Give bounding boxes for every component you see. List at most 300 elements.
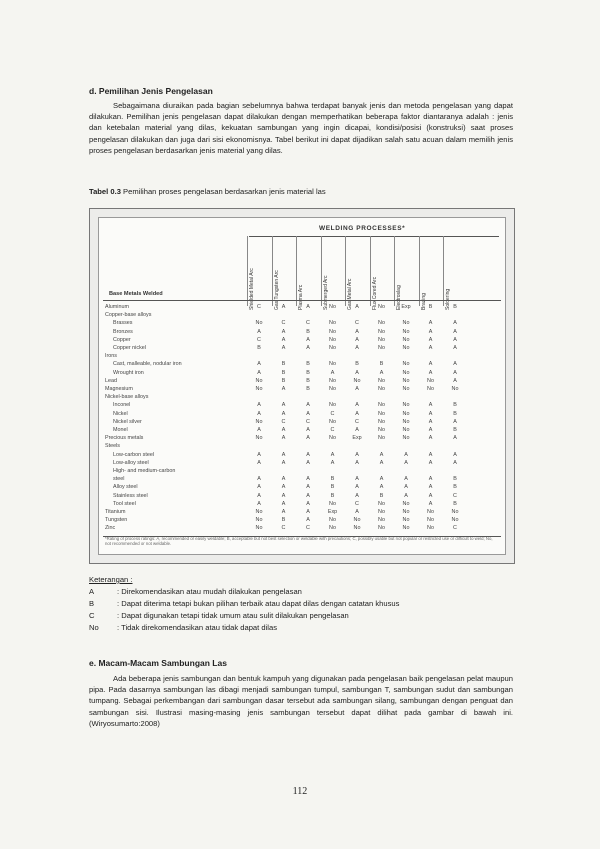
- rating-cell: A: [428, 484, 433, 491]
- rating-cell: No: [378, 509, 385, 515]
- base-metal-cell: Tool steel: [113, 500, 136, 507]
- rating-cell: A: [428, 427, 433, 433]
- rating-cell: No: [402, 345, 410, 351]
- base-metal-cell: Brasses: [113, 320, 133, 327]
- table-caption-label: Tabel 0.3: [89, 187, 121, 196]
- legend-text: : Dapat diterima tetapi bukan pilihan terbaik atau dapat dilas dengan catatan khusus: [117, 599, 400, 608]
- rating-cell: A: [306, 500, 310, 507]
- table-row: [105, 427, 499, 435]
- rating-cell: Exp: [401, 304, 411, 310]
- rating-cell: A: [257, 476, 261, 483]
- rating-cell: A: [355, 402, 359, 409]
- table-row: [105, 493, 499, 501]
- rating-cell: A: [281, 402, 286, 409]
- table-row: [105, 435, 499, 443]
- rating-cell: No: [329, 500, 336, 507]
- rating-cell: No: [402, 336, 410, 343]
- base-metal-cell: Bronzes: [113, 328, 133, 335]
- rating-cell: No: [255, 509, 263, 515]
- rating-cell: B: [379, 492, 384, 499]
- rating-cell: A: [306, 517, 310, 524]
- table-row: [105, 353, 499, 361]
- rating-cell: A: [404, 476, 408, 483]
- rating-cell: No: [427, 509, 434, 515]
- rating-cell: No: [378, 517, 385, 524]
- rating-cell: A: [355, 410, 359, 417]
- rating-cell: B: [379, 361, 384, 368]
- table-row: [105, 484, 499, 492]
- rating-cell: Exp: [327, 509, 338, 515]
- rating-cell: No: [378, 320, 385, 327]
- legend-title: Keterangan :: [89, 575, 133, 584]
- rating-cell: A: [428, 500, 433, 507]
- table-row: [105, 386, 499, 394]
- legend-item: [89, 599, 399, 608]
- rating-cell: No: [255, 517, 263, 524]
- base-metal-cell: Stainless steel: [113, 492, 148, 499]
- legend-item: [89, 611, 349, 620]
- rating-cell: No: [329, 336, 336, 343]
- rating-cell: No: [378, 304, 385, 310]
- table-row: [105, 517, 499, 525]
- legend-code: C: [89, 611, 95, 620]
- rating-cell: No: [329, 402, 336, 409]
- rating-cell: C: [281, 320, 286, 327]
- process-name: Soldering: [445, 288, 451, 310]
- table-caption: [89, 187, 326, 196]
- base-metal-cell: Copper-base alloys: [105, 312, 152, 319]
- rating-cell: A: [428, 492, 433, 499]
- legend-code: No: [89, 623, 99, 632]
- rating-cell: A: [306, 427, 310, 433]
- rating-cell: C: [306, 525, 310, 532]
- table-row: [105, 525, 499, 533]
- rating-cell: A: [281, 328, 286, 335]
- rating-cell: A: [453, 328, 457, 335]
- rating-cell: No: [329, 320, 336, 327]
- rating-cell: No: [353, 525, 361, 532]
- rating-cell: C: [306, 320, 310, 327]
- rating-cell: No: [402, 418, 410, 425]
- table-row: [105, 460, 499, 468]
- rating-cell: A: [453, 418, 457, 425]
- rating-cell: C: [453, 492, 457, 499]
- rating-cell: A: [453, 377, 457, 384]
- rating-cell: A: [257, 402, 261, 409]
- base-metal-cell: Monel: [113, 427, 128, 433]
- rating-cell: A: [355, 451, 359, 458]
- base-metal-cell: Nickel: [113, 410, 128, 417]
- base-metal-cell: Tungsten: [105, 517, 128, 524]
- table-row: [105, 345, 499, 353]
- welding-processes-title: WELDING PROCESSES*: [319, 225, 406, 232]
- rating-cell: No: [329, 345, 336, 351]
- rating-cell: C: [281, 418, 286, 425]
- rating-cell: No: [427, 517, 434, 524]
- rating-cell: B: [306, 386, 310, 392]
- rating-cell: No: [255, 435, 263, 442]
- rating-cell: A: [281, 484, 286, 491]
- rating-cell: A: [306, 410, 310, 417]
- welding-table-figure: [89, 208, 515, 564]
- rating-cell: A: [379, 369, 384, 376]
- rating-cell: A: [306, 484, 310, 491]
- rating-cell: B: [281, 377, 286, 384]
- page-number: 112: [292, 786, 308, 797]
- table-row: [105, 378, 499, 386]
- base-metal-cell: Copper: [113, 336, 131, 343]
- rating-cell: No: [378, 525, 385, 532]
- rating-cell: No: [402, 435, 410, 442]
- rating-cell: No: [402, 427, 410, 433]
- rating-cell: No: [427, 377, 434, 384]
- rating-cell: No: [402, 328, 410, 335]
- rating-cell: A: [355, 476, 359, 483]
- base-metal-cell: Aluminum: [105, 304, 129, 310]
- base-metal-cell: High- and medium-carbon: [113, 468, 176, 474]
- rating-cell: C: [453, 525, 457, 532]
- rating-cell: No: [402, 361, 410, 368]
- rating-cell: A: [428, 361, 433, 368]
- base-metal-cell: Nickel silver: [113, 418, 142, 425]
- rating-cell: A: [281, 304, 286, 310]
- rating-cell: No: [378, 427, 385, 433]
- rating-cell: No: [378, 345, 385, 351]
- base-metal-cell: Lead: [105, 377, 117, 384]
- rating-cell: A: [355, 336, 359, 343]
- rating-cell: A: [428, 369, 433, 376]
- rating-cell: A: [428, 345, 433, 351]
- rating-cell: B: [428, 304, 433, 310]
- rating-cell: No: [402, 402, 410, 409]
- rating-cell: A: [404, 451, 408, 458]
- rating-cell: No: [329, 328, 336, 335]
- rating-cell: A: [281, 509, 286, 515]
- rating-cell: No: [255, 377, 263, 384]
- base-metal-cell: Zinc: [105, 525, 116, 532]
- table-row: [105, 419, 499, 427]
- table-row: [105, 312, 499, 320]
- legend-item: [89, 587, 302, 596]
- rating-cell: A: [281, 345, 286, 351]
- rating-cell: No: [329, 517, 336, 524]
- rating-cell: B: [257, 345, 261, 351]
- section-d-paragraph: Sebagaimana diuraikan pada bagian sebelumnya bahwa terdapat banyak jenis dan metoda pengelasan yang dapat dilakukan. Pemilihan jenis pengelasan dapat dilakukan dengan memperhatikan beberapa faktor diantaranya adalah : jenis dan ketebalan material yang dilas, kekuatan sambungan yang ingin dicapai, kondisi/posisi (konstruksi) saat proses pengelasan dilakukan dan juga dari sisi ekonomisnya. Tabel berikut ini dapat dijadikan salah satu acuan dalam memilih jenis proses pengelasan berdasarkan jenis material yang dilas.: [89, 101, 513, 155]
- section-d-heading: d. Pemilihan Jenis Pengelasan: [89, 86, 213, 96]
- table-row: [105, 411, 499, 419]
- rating-cell: B: [306, 361, 310, 368]
- rating-cell: A: [428, 328, 433, 335]
- header-rule: [249, 236, 499, 237]
- process-name: Gas Metal Arc: [347, 278, 353, 310]
- rating-cell: B: [330, 492, 335, 499]
- rating-cell: A: [428, 451, 433, 458]
- rating-cell: No: [378, 418, 385, 425]
- rating-cell: B: [453, 402, 457, 409]
- rating-cell: No: [329, 435, 336, 442]
- rating-cell: C: [257, 304, 261, 310]
- rating-cell: A: [257, 459, 261, 466]
- table-row: [105, 452, 499, 460]
- rating-cell: No: [378, 377, 385, 384]
- rating-cell: A: [281, 427, 286, 433]
- rating-cell: A: [281, 336, 286, 343]
- table-row: [105, 468, 499, 476]
- rating-cell: A: [281, 451, 286, 458]
- rating-cell: No: [427, 386, 434, 392]
- rating-cell: B: [453, 427, 457, 433]
- rating-cell: No: [402, 509, 410, 515]
- rating-cell: No: [329, 361, 336, 368]
- rating-cell: No: [255, 320, 263, 327]
- legend-text: : Direkomendasikan atau mudah dilakukan pengelasan: [117, 587, 302, 596]
- rating-cell: No: [255, 418, 263, 425]
- base-metal-cell: Alloy steel: [113, 484, 138, 491]
- rating-cell: B: [453, 476, 457, 483]
- base-metal-cell: Inconel: [113, 402, 131, 409]
- table-footnote: *Rating of process ratings: A, recommended or easily weldable; B, acceptable but not best selection or weldable with precautions; C, possibly usable but not popular or restricted use or difficult to weld; No, not recommended or not weldable.: [105, 536, 493, 547]
- legend-text: : Dapat digunakan tetapi tidak umum atau sulit dilakukan pengelasan: [117, 611, 349, 620]
- base-metal-cell: Magnesium: [105, 386, 133, 392]
- table-row: [105, 361, 499, 369]
- rating-cell: A: [355, 427, 359, 433]
- base-metal-cell: Copper nickel: [113, 345, 146, 351]
- rating-cell: No: [329, 418, 336, 425]
- rating-cell: A: [428, 402, 433, 409]
- rating-cell: No: [329, 525, 336, 532]
- rating-cell: B: [330, 476, 335, 483]
- rating-cell: B: [453, 484, 457, 491]
- rating-cell: A: [306, 492, 310, 499]
- rating-cell: B: [306, 377, 310, 384]
- rating-cell: No: [378, 500, 385, 507]
- rating-cell: A: [355, 484, 359, 491]
- rating-cell: A: [306, 336, 310, 343]
- table-row: [105, 476, 499, 484]
- rating-cell: C: [257, 336, 261, 343]
- rating-cell: A: [330, 459, 335, 466]
- rating-cell: A: [404, 459, 408, 466]
- rating-cell: A: [453, 320, 457, 327]
- rating-cell: C: [355, 418, 359, 425]
- rating-cell: A: [355, 369, 359, 376]
- rating-cell: C: [330, 410, 335, 417]
- rating-cell: No: [329, 386, 336, 392]
- rating-cell: A: [453, 369, 457, 376]
- rating-cell: A: [257, 369, 261, 376]
- process-name: Electroslag: [396, 285, 402, 310]
- rating-cell: No: [378, 410, 385, 417]
- rating-cell: No: [451, 509, 459, 515]
- rating-cell: A: [453, 345, 457, 351]
- rating-cell: No: [451, 386, 459, 392]
- rating-cell: No: [378, 386, 385, 392]
- process-name: Flux Cored Arc: [371, 276, 378, 310]
- table-rule: [103, 536, 501, 537]
- rating-cell: A: [306, 435, 310, 442]
- rating-cell: A: [428, 410, 433, 417]
- base-metal-cell: Low-alloy steel: [113, 459, 149, 466]
- rating-cell: No: [402, 320, 410, 327]
- rating-cell: C: [355, 320, 359, 327]
- table-caption-text: Pemilihan proses pengelasan berdasarkan jenis material las: [120, 187, 326, 196]
- base-metal-cell: Precious metals: [105, 435, 144, 442]
- rating-cell: B: [281, 517, 286, 524]
- rating-cell: B: [355, 361, 359, 368]
- rating-cell: A: [379, 484, 384, 491]
- legend-code: A: [89, 587, 95, 596]
- rating-cell: No: [353, 517, 361, 524]
- rating-cell: A: [428, 459, 433, 466]
- rating-cell: A: [281, 492, 286, 499]
- rating-cell: A: [453, 451, 457, 458]
- rating-cell: A: [281, 476, 286, 483]
- rating-cell: No: [353, 377, 361, 384]
- rating-cell: No: [402, 369, 410, 376]
- rating-cell: A: [355, 328, 359, 335]
- rating-cell: A: [355, 345, 359, 351]
- table-row: [105, 337, 499, 345]
- table-row: [105, 443, 499, 451]
- legend-text: : Tidak direkomendasikan atau tidak dapat dilas: [117, 623, 277, 632]
- table-rule: [103, 300, 501, 301]
- base-metal-cell: Nickel-base alloys: [105, 394, 149, 401]
- welding-table: [98, 217, 506, 555]
- rating-cell: A: [306, 402, 310, 409]
- rating-cell: A: [306, 345, 310, 351]
- rating-cell: A: [257, 451, 261, 458]
- rating-cell: A: [453, 336, 457, 343]
- rating-cell: No: [255, 525, 263, 532]
- base-metal-cell: steel: [113, 476, 125, 483]
- rating-cell: A: [281, 459, 286, 466]
- rating-cell: B: [281, 369, 286, 376]
- rating-cell: A: [453, 361, 457, 368]
- rating-cell: A: [428, 435, 433, 442]
- rating-cell: B: [453, 500, 457, 507]
- base-metals-header: Base Metals Welded: [109, 291, 163, 297]
- rating-cell: A: [330, 451, 335, 458]
- rating-cell: A: [428, 320, 433, 327]
- rating-cell: C: [330, 427, 335, 433]
- rating-cell: A: [404, 492, 408, 499]
- rating-cell: A: [257, 484, 261, 491]
- process-name: Submerged Arc: [322, 275, 329, 310]
- base-metal-cell: Titanium: [105, 509, 126, 515]
- rating-cell: No: [378, 328, 385, 335]
- rating-cell: A: [453, 459, 457, 466]
- table-row: [105, 320, 499, 328]
- rating-cell: A: [257, 492, 261, 499]
- rating-cell: A: [281, 435, 286, 442]
- rating-cell: No: [402, 386, 410, 392]
- section-e-paragraph: Ada beberapa jenis sambungan dan bentuk kampuh yang digunakan pada pengelasan baik pengelasan pelat maupun pipa. Pada dasarnya sambungan las dibagi menjadi sambungan tumpul, sambungan T, sambungan sudut dan sambungan tumpang. Sebagai perkembangan dari sambungan dasar tersebut ada sambungan silang, sambungan dengan penguat dan sambungan sisi. Ilustrasi masing-masing jenis sambungan tersebut dapat dilihat pada gambar di bawah ini. (Wiryosumarto:2008): [89, 674, 513, 728]
- rating-cell: No: [402, 410, 410, 417]
- rating-cell: A: [379, 459, 384, 466]
- rating-cell: No: [378, 435, 385, 442]
- rating-cell: A: [355, 304, 359, 310]
- rating-cell: No: [329, 377, 336, 384]
- rating-cell: No: [378, 336, 385, 343]
- table-row: [105, 394, 499, 402]
- table-row: [105, 370, 499, 378]
- rating-cell: A: [281, 410, 286, 417]
- table-row: [105, 402, 499, 410]
- rating-cell: No: [402, 525, 410, 532]
- rating-cell: A: [306, 509, 310, 515]
- rating-cell: No: [402, 500, 410, 507]
- rating-cell: A: [330, 369, 335, 376]
- rating-cell: A: [306, 459, 310, 466]
- rating-cell: C: [306, 418, 310, 425]
- rating-cell: No: [402, 377, 410, 384]
- base-metal-cell: Cast, malleable, nodular iron: [113, 361, 182, 368]
- rating-cell: A: [306, 476, 310, 483]
- legend-item: [89, 623, 277, 632]
- table-row: [105, 501, 499, 509]
- process-name: Plasma Arc: [298, 284, 304, 310]
- rating-cell: A: [257, 361, 261, 368]
- process-name: Shielded Metal Arc: [249, 268, 255, 310]
- rating-cell: A: [281, 386, 286, 392]
- legend-code: B: [89, 599, 95, 608]
- rating-cell: A: [379, 451, 384, 458]
- rating-cell: A: [306, 304, 310, 310]
- rating-cell: No: [378, 402, 385, 409]
- rating-cell: Exp: [352, 435, 362, 442]
- table-row: [105, 329, 499, 337]
- rating-cell: A: [281, 500, 286, 507]
- rating-cell: A: [453, 435, 457, 442]
- rating-cell: A: [257, 500, 261, 507]
- rating-cell: A: [428, 418, 433, 425]
- rating-cell: C: [281, 525, 286, 532]
- rating-cell: No: [451, 517, 459, 524]
- rating-cell: A: [257, 427, 261, 433]
- rating-cell: No: [255, 386, 263, 392]
- rating-cell: C: [355, 500, 359, 507]
- base-metal-cell: Irons: [105, 353, 117, 360]
- rating-cell: B: [306, 328, 310, 335]
- rating-cell: A: [257, 410, 261, 417]
- rating-cell: A: [379, 476, 384, 483]
- rating-cell: A: [404, 484, 408, 491]
- base-metal-cell: Low-carbon steel: [113, 451, 155, 458]
- rating-cell: B: [306, 369, 310, 376]
- process-name: Gas Tungsten Arc: [273, 270, 280, 310]
- rating-cell: B: [330, 484, 335, 491]
- rating-cell: A: [355, 492, 359, 499]
- table-row: [105, 509, 499, 517]
- base-metal-cell: Steels: [105, 443, 120, 450]
- rating-cell: A: [257, 328, 261, 335]
- rating-cell: A: [428, 476, 433, 483]
- rating-cell: B: [453, 410, 457, 417]
- rating-cell: No: [427, 525, 434, 532]
- base-metal-cell: Wrought iron: [113, 369, 144, 376]
- rating-cell: B: [453, 304, 457, 310]
- rating-cell: A: [306, 451, 310, 458]
- section-e-heading: e. Macam-Macam Sambungan Las: [89, 658, 227, 668]
- rating-cell: B: [281, 361, 286, 368]
- rating-cell: No: [329, 304, 336, 310]
- table-row: [105, 304, 499, 312]
- rating-cell: A: [355, 509, 359, 515]
- rating-cell: A: [355, 459, 359, 466]
- rating-cell: A: [355, 386, 359, 392]
- rating-cell: No: [402, 517, 410, 524]
- process-name: Brazing: [420, 293, 427, 310]
